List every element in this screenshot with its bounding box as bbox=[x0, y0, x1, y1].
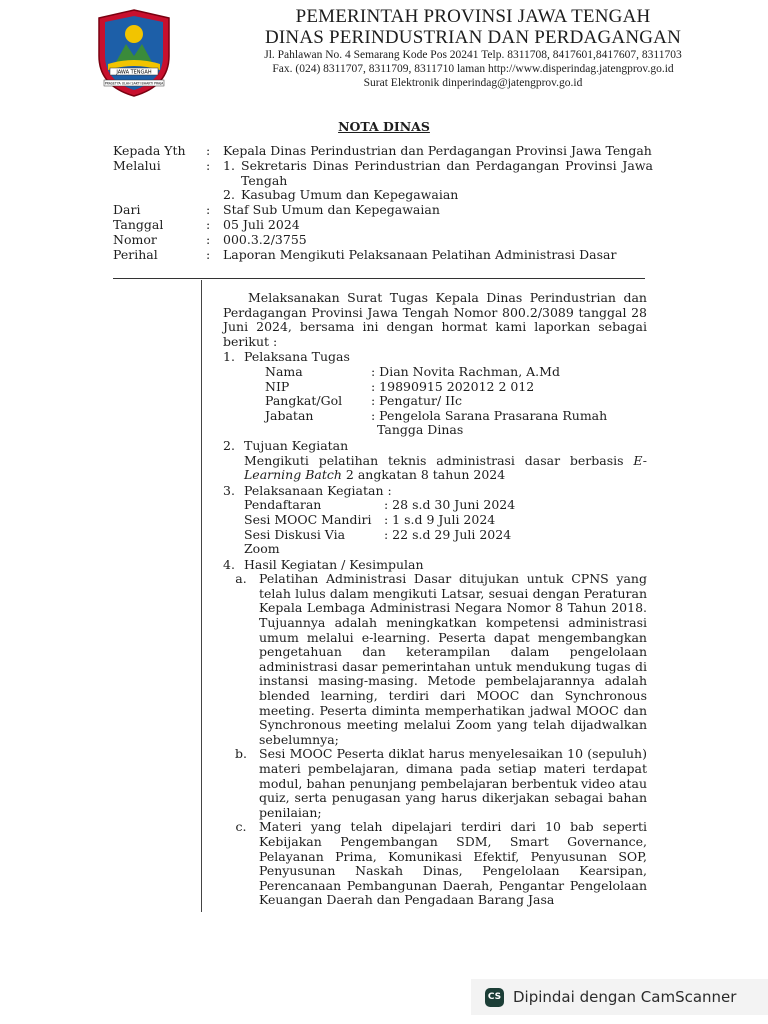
letterhead-email: Surat Elektronik dinperindag@jatengprov.go.id bbox=[363, 77, 583, 89]
via-item bbox=[223, 159, 653, 189]
letterhead-government: PEMERINTAH PROVINSI JAWA TENGAH bbox=[295, 6, 651, 27]
camscanner-watermark bbox=[471, 979, 768, 1015]
result-text: Sesi MOOC Peserta diklat harus menyelesaikan 10 (sepuluh) materi pembelajaran, dimana pada setiap materi terdapat modul, bahan penunjang pembelajaran berbentuk video atau quiz, serta penugasan yang harus dikerjakan sebagai bahan penilaian; bbox=[259, 746, 647, 820]
subject-value: Laporan Mengikuti Pelaksanaan Pelatihan Administrasi Dasar bbox=[223, 246, 617, 262]
colon: : bbox=[206, 143, 211, 158]
result-letter: c. bbox=[235, 819, 247, 835]
section-heading: Hasil Kegiatan / Kesimpulan bbox=[244, 556, 424, 572]
letterhead-agency: DINAS PERINDUSTRIAN DAN PERDAGANGAN bbox=[264, 27, 682, 48]
letterhead bbox=[88, 6, 760, 98]
via-list bbox=[223, 159, 653, 203]
section-content bbox=[244, 350, 647, 438]
from-label: Dari bbox=[113, 202, 141, 218]
date-row bbox=[113, 218, 653, 233]
field-value-continuation: Tangga Dinas bbox=[377, 422, 464, 438]
result-letter: b. bbox=[235, 746, 247, 762]
section-number: 1. bbox=[223, 349, 235, 365]
section-heading: Pelaksana Tugas bbox=[244, 349, 350, 365]
via-item-number: 1. bbox=[223, 157, 235, 173]
number-label: Nomor bbox=[113, 231, 157, 247]
section-number: 3. bbox=[223, 482, 235, 498]
field-value: : 19890915 202012 2 012 bbox=[371, 378, 535, 394]
number-value: 000.3.2/3755 bbox=[223, 231, 307, 247]
crest-motto: PRASETYA ULAH SAKTI BHAKTI PRAJA bbox=[104, 81, 164, 86]
field-row bbox=[244, 409, 647, 424]
colon: : bbox=[206, 231, 211, 247]
colon: : bbox=[206, 202, 211, 218]
field-key: NIP bbox=[265, 378, 290, 394]
via-row bbox=[113, 159, 653, 203]
schedule-value: : 1 s.d 9 Juli 2024 bbox=[384, 511, 496, 527]
letterhead-fax: Fax. (024) 8311707, 8311709, 8311710 laman http://www.disperindag.jatengprov.go.id bbox=[272, 63, 674, 75]
section-content bbox=[244, 484, 647, 557]
memo-body bbox=[223, 291, 647, 908]
field-key: Pangkat/Gol bbox=[265, 393, 343, 409]
schedule-row bbox=[244, 498, 647, 513]
margin-line bbox=[201, 280, 202, 912]
field-key: Nama bbox=[265, 363, 303, 379]
from-value: Staf Sub Umum dan Kepegawaian bbox=[223, 202, 440, 218]
subject-row bbox=[113, 248, 653, 263]
schedule-row bbox=[244, 513, 647, 528]
memo-header bbox=[113, 144, 653, 262]
result-item bbox=[223, 572, 647, 747]
date-value: 05 Juli 2024 bbox=[223, 216, 300, 232]
provincial-crest-icon bbox=[94, 8, 174, 98]
section-schedule bbox=[223, 484, 647, 557]
via-item bbox=[223, 188, 653, 203]
date-label: Tanggal bbox=[113, 216, 164, 232]
title-wrap bbox=[0, 116, 768, 135]
schedule-row bbox=[244, 528, 647, 557]
schedule-value: : 22 s.d 29 Juli 2024 bbox=[384, 526, 512, 542]
to-row bbox=[113, 144, 653, 159]
section-results bbox=[223, 558, 647, 573]
result-item bbox=[223, 820, 647, 908]
camscanner-logo-icon: CS bbox=[485, 988, 504, 1007]
result-text: Materi yang telah dipelajari terdiri dari 10 bab seperti Kebijakan Pengembangan SDM, Smart Governance, Pelayanan Prima, Komunikasi Efektif, Penyusunan SOP, Penyusunan Naskah Dinas, Pengelolaan Kearsipan, Perencanaan Pembangunan Daerah, Pengantar Pengelolaan Keuangan Daerah dan Pengadaan Barang Jasa bbox=[259, 819, 647, 908]
colon: : bbox=[206, 157, 211, 173]
via-item-text: Sekretaris Dinas Perindustrian dan Perdagangan Provinsi Jawa Tengah bbox=[241, 157, 653, 188]
field-value: : Dian Novita Rachman, A.Md bbox=[371, 363, 560, 379]
schedule-key: Sesi Diskusi Via Zoom bbox=[244, 526, 346, 557]
section-number: 2. bbox=[223, 437, 235, 453]
purpose-text-emphasis: E-Learning Batch bbox=[244, 452, 647, 483]
field-value: : Pengatur/ IIc bbox=[371, 393, 463, 409]
letterhead-text bbox=[180, 6, 766, 90]
field-key: Jabatan bbox=[265, 407, 314, 423]
section-text bbox=[244, 454, 647, 483]
section-heading: Tujuan Kegiatan bbox=[244, 437, 349, 453]
section-executor bbox=[223, 350, 647, 438]
letterhead-address: Jl. Pahlawan No. 4 Semarang Kode Pos 20241 Telp. 8311708, 8417601,8417607, 8311703 bbox=[264, 49, 682, 61]
via-item-text: Kasubag Umum dan Kepegawaian bbox=[241, 187, 459, 203]
field-row bbox=[244, 380, 647, 395]
field-value: : Pengelola Sarana Prasarana Rumah bbox=[371, 407, 608, 423]
document-title: NOTA DINAS bbox=[338, 119, 430, 134]
section-purpose bbox=[223, 439, 647, 483]
via-item-number: 2. bbox=[223, 187, 235, 203]
from-row bbox=[113, 203, 653, 218]
section-heading: Pelaksanaan Kegiatan : bbox=[244, 482, 392, 498]
crest-banner: JAWA TENGAH bbox=[116, 69, 152, 76]
subject-label: Perihal bbox=[113, 246, 158, 262]
purpose-text-end: 2 angkatan 8 tahun 2024 bbox=[341, 467, 506, 483]
to-label: Kepada Yth bbox=[113, 143, 186, 158]
intro-paragraph: Melaksanakan Surat Tugas Kepala Dinas Perindustrian dan Perdagangan Provinsi Jawa Tengah Nomor 800.2/3089 tanggal 28 Juni 2024, bersama ini dengan hormat kami laporkan sebagai berikut : bbox=[223, 290, 647, 349]
field-row bbox=[244, 365, 647, 380]
result-letter: a. bbox=[235, 571, 247, 587]
section-number: 4. bbox=[223, 556, 235, 572]
colon: : bbox=[206, 246, 211, 262]
via-label: Melalui bbox=[113, 157, 161, 173]
schedule-key: Pendaftaran bbox=[244, 497, 322, 513]
to-value: Kepala Dinas Perindustrian dan Perdagangan Provinsi Jawa Tengah bbox=[223, 143, 652, 158]
result-text: Pelatihan Administrasi Dasar ditujukan untuk CPNS yang telah lulus dalam mengikuti Latsar, sesuai dengan Peraturan Kepala Lembaga Administrasi Negara Nomor 8 Tahun 2018. Tujuannya adalah meningkatkan kompetensi administrasi umum melalui e-learning. Peserta dapat mengembangkan pengetahuan dan keterampilan dalam pengelolaan administrasi dasar pemerintahan untuk mendukung tugas di instansi masing-masing. Metode pembelajarannya adalah blended learning, terdiri dari MOOC dan Synchronous meeting. Peserta diminta memperhatikan jadwal MOOC dan Synchronous meeting melalui Zoom yang telah dijadwalkan sebelumnya; bbox=[259, 571, 647, 747]
colon: : bbox=[206, 216, 211, 232]
purpose-text-start: Mengikuti pelatihan teknis administrasi dasar berbasis bbox=[244, 452, 634, 468]
header-divider bbox=[113, 278, 645, 279]
schedule-key: Sesi MOOC Mandiri bbox=[244, 511, 372, 527]
field-row bbox=[244, 394, 647, 409]
schedule-value: : 28 s.d 30 Juni 2024 bbox=[384, 497, 516, 513]
result-item bbox=[223, 747, 647, 820]
section-content bbox=[244, 558, 647, 573]
section-content bbox=[244, 439, 647, 483]
camscanner-text: Dipindai dengan CamScanner bbox=[513, 988, 737, 1006]
number-row bbox=[113, 233, 653, 248]
